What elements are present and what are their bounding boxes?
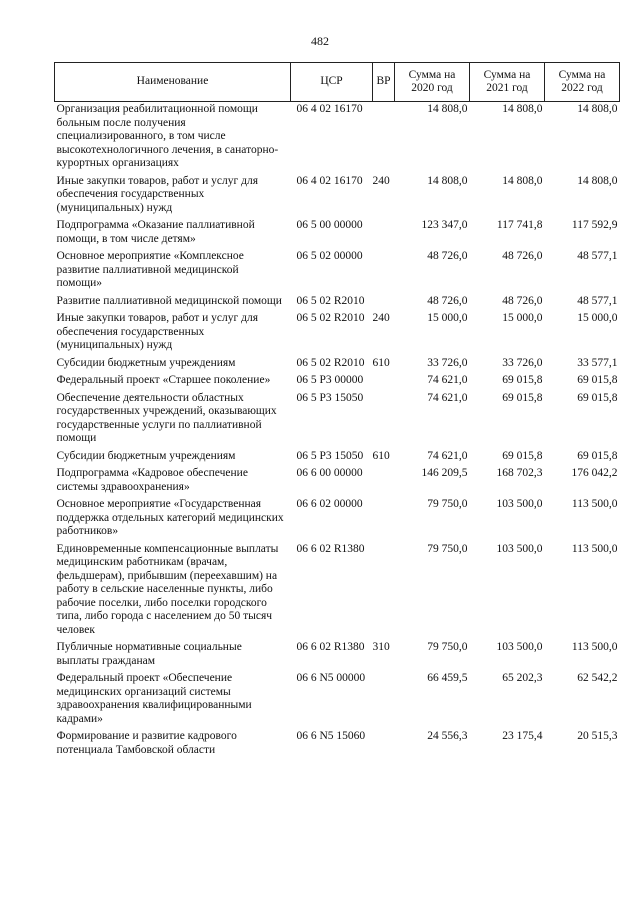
row-sum-2020: 146 209,5 <box>421 467 468 479</box>
row-vr: 240 <box>372 312 390 324</box>
row-csr: 06 6 02 00000 <box>296 498 363 510</box>
row-csr: 06 5 P3 15050 <box>296 449 364 462</box>
row-csr: 06 4 02 16170 <box>296 103 363 115</box>
row-sum-2022: 113 500,0 <box>571 498 618 510</box>
row-sum-2022: 14 808,0 <box>577 174 618 187</box>
table-row <box>55 543 620 642</box>
row-sum-2020: 74 621,0 <box>427 374 468 386</box>
table-row <box>55 295 620 313</box>
row-name: Федеральный проект «Старшее поколение» <box>56 374 271 386</box>
row-sum-2021: 69 015,8 <box>502 374 543 386</box>
table-row <box>55 219 620 250</box>
row-sum-2020: 79 750,0 <box>427 498 468 510</box>
table-row <box>55 467 620 498</box>
table-row <box>55 102 620 175</box>
row-name: Субсидии бюджетным учреждениям <box>56 449 236 462</box>
row-sum-2021: 48 726,0 <box>502 294 543 307</box>
row-sum-2021: 33 726,0 <box>502 356 543 369</box>
row-sum-2022: 48 577,1 <box>577 250 618 262</box>
row-sum-2021: 168 702,3 <box>496 467 543 479</box>
row-name: Основное мероприятие «Государственная поддержка отдельных категорий медицинских работников» <box>56 498 284 537</box>
row-name: Развитие паллиативной медицинской помощи <box>56 294 282 307</box>
row-vr <box>373 295 395 313</box>
row-vr <box>373 392 395 450</box>
row-sum-2020: 48 726,0 <box>427 294 468 307</box>
row-name: Субсидии бюджетным учреждениям <box>56 356 236 369</box>
row-csr: 06 5 00 00000 <box>296 219 363 231</box>
row-sum-2022: 62 542,2 <box>577 672 618 684</box>
row-sum-2022: 69 015,8 <box>577 449 618 462</box>
row-name: Организация реабилитационной помощи больным после получения специализированного, в том числе высокотехнологичного лечения, в санаторно-курортных организациях <box>56 103 279 169</box>
row-sum-2021: 69 015,8 <box>502 391 543 404</box>
row-vr <box>373 250 395 295</box>
row-name: Единовременные компенсационные выплаты медицинским работникам (врачам, фельдшерам), прибывшим (переехавшим) на работу в сельские населенные пункты, либо рабочие поселки, либо поселки городского типа, либо города с населением до 50 тысяч человек <box>56 542 279 636</box>
row-sum-2022: 33 577,1 <box>577 356 618 369</box>
header-sum-2021: Сумма на 2021 год <box>470 63 545 102</box>
row-sum-2021: 65 202,3 <box>502 672 543 684</box>
table-row <box>55 641 620 672</box>
row-csr: 06 5 02 R2010 <box>296 312 365 324</box>
row-csr: 06 6 N5 00000 <box>296 672 366 684</box>
row-csr: 06 4 02 16170 <box>296 174 363 187</box>
row-sum-2022: 14 808,0 <box>577 103 618 115</box>
row-csr: 06 6 N5 15060 <box>296 730 366 742</box>
row-sum-2021: 69 015,8 <box>502 449 543 462</box>
row-sum-2021: 15 000,0 <box>502 312 543 324</box>
row-vr: 310 <box>372 641 390 653</box>
table-body <box>55 102 620 762</box>
row-vr <box>373 498 395 543</box>
row-sum-2022: 20 515,3 <box>577 730 618 742</box>
row-sum-2020: 14 808,0 <box>427 174 468 187</box>
row-vr <box>373 102 395 175</box>
row-sum-2022: 69 015,8 <box>577 391 618 404</box>
table-row <box>55 672 620 730</box>
table-row <box>55 357 620 375</box>
table-row <box>55 250 620 295</box>
row-csr: 06 5 02 00000 <box>296 250 363 262</box>
row-sum-2020: 24 556,3 <box>427 730 468 742</box>
row-name: Подпрограмма «Оказание паллиативной помощи, в том числе детям» <box>56 219 255 245</box>
row-csr: 06 6 00 00000 <box>296 467 363 479</box>
table-row <box>55 498 620 543</box>
row-name: Федеральный проект «Обеспечение медицинских организаций системы здравоохранения квалифицированными кадрами» <box>56 672 252 725</box>
row-vr <box>373 374 395 392</box>
row-sum-2020: 74 621,0 <box>427 449 468 462</box>
table-row <box>55 175 620 220</box>
row-vr: 610 <box>372 449 390 462</box>
budget-table <box>54 62 620 761</box>
row-sum-2020: 74 621,0 <box>427 391 468 404</box>
row-sum-2021: 14 808,0 <box>502 174 543 187</box>
row-sum-2021: 103 500,0 <box>496 641 543 653</box>
row-csr: 06 6 02 R1380 <box>296 542 365 555</box>
row-sum-2021: 103 500,0 <box>496 542 543 555</box>
row-vr <box>373 219 395 250</box>
row-name: Подпрограмма «Кадровое обеспечение системы здравоохранения» <box>56 467 248 493</box>
row-name: Иные закупки товаров, работ и услуг для обеспечения государственных (муниципальных) нужд <box>56 174 258 214</box>
table-row <box>55 450 620 468</box>
row-sum-2022: 176 042,2 <box>571 467 618 479</box>
row-vr: 610 <box>372 356 390 369</box>
row-sum-2022: 113 500,0 <box>571 641 618 653</box>
row-name: Обеспечение деятельности областных государственных учреждений, оказывающих государственные услуги по паллиативной помощи <box>56 391 277 444</box>
row-sum-2020: 79 750,0 <box>427 542 468 555</box>
header-sum-2020: Сумма на 2020 год <box>395 63 470 102</box>
row-sum-2020: 123 347,0 <box>421 219 468 231</box>
row-sum-2022: 117 592,9 <box>571 219 618 231</box>
row-sum-2022: 113 500,0 <box>571 542 618 555</box>
page-number: 482 <box>311 34 329 48</box>
row-sum-2020: 15 000,0 <box>427 312 468 324</box>
row-sum-2020: 33 726,0 <box>427 356 468 369</box>
table-row <box>55 374 620 392</box>
row-sum-2020: 66 459,5 <box>427 672 468 684</box>
row-sum-2021: 48 726,0 <box>502 250 543 262</box>
table-row <box>55 312 620 357</box>
header-name: Наименование <box>55 63 291 102</box>
row-sum-2021: 103 500,0 <box>496 498 543 510</box>
row-vr: 240 <box>372 174 390 187</box>
row-sum-2022: 69 015,8 <box>577 374 618 386</box>
row-csr: 06 5 02 R2010 <box>296 294 365 307</box>
table-header <box>55 63 620 102</box>
row-sum-2022: 15 000,0 <box>577 312 618 324</box>
row-sum-2020: 48 726,0 <box>427 250 468 262</box>
row-vr <box>373 467 395 498</box>
header-vr: ВР <box>373 63 395 102</box>
row-sum-2021: 14 808,0 <box>502 103 543 115</box>
table-row <box>55 730 620 761</box>
row-sum-2020: 79 750,0 <box>427 641 468 653</box>
row-sum-2021: 117 741,8 <box>496 219 543 231</box>
header-csr: ЦСР <box>291 63 373 102</box>
row-csr: 06 5 02 R2010 <box>296 356 365 369</box>
row-name: Публичные нормативные социальные выплаты гражданам <box>56 641 242 667</box>
header-sum-2022: Сумма на 2022 год <box>545 63 620 102</box>
row-name: Формирование и развитие кадрового потенциала Тамбовской области <box>56 730 237 756</box>
row-name: Основное мероприятие «Комплексное развитие паллиативной медицинской помощи» <box>56 250 244 289</box>
row-sum-2022: 48 577,1 <box>577 294 618 307</box>
row-sum-2020: 14 808,0 <box>427 103 468 115</box>
row-csr: 06 5 P3 00000 <box>296 374 364 386</box>
row-csr: 06 5 P3 15050 <box>296 391 364 404</box>
row-vr <box>373 672 395 730</box>
row-csr: 06 6 02 R1380 <box>296 641 365 653</box>
row-vr <box>373 543 395 642</box>
table-row <box>55 392 620 450</box>
row-vr <box>373 730 395 761</box>
row-name: Иные закупки товаров, работ и услуг для обеспечения государственных (муниципальных) нужд <box>56 312 258 351</box>
row-sum-2021: 23 175,4 <box>502 730 543 742</box>
